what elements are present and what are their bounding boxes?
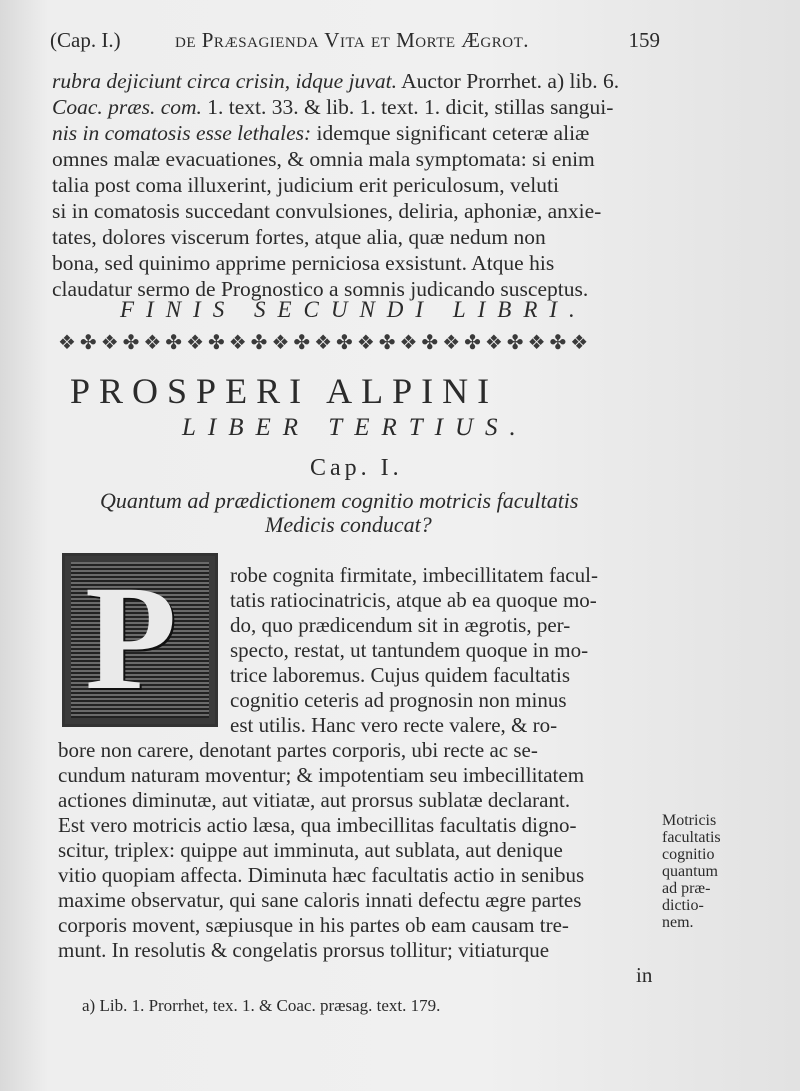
margin-note-line: facultatis — [662, 829, 721, 846]
ornament-band: ❖✤❖✤❖✤❖✤❖✤❖✤❖✤❖✤❖✤❖✤❖✤❖✤❖ — [58, 332, 593, 354]
chapter-title-line1: Quantum ad prædictionem cognitio motricis facultatis — [100, 488, 579, 513]
chapter-heading: Cap. I. — [310, 455, 403, 481]
text-line: omnes malæ evacuationes, & omnia mala symptomata: si enim — [52, 147, 595, 171]
text-line: vitio quopiam affecta. Diminuta hæc facultatis actio in senibus — [58, 863, 585, 887]
header-chapter: (Cap. I.) — [50, 28, 121, 52]
margin-note-line: cognitio — [662, 846, 715, 863]
text-line: do, quo prædicendum sit in ægrotis, per- — [230, 613, 571, 637]
text-line: talia post coma illuxerint, judicium erit periculosum, veluti — [52, 173, 559, 197]
text-line: si in comatosis succedant convulsiones, deliria, aphoniæ, anxie- — [52, 199, 602, 223]
margin-note — [662, 812, 721, 931]
text-line: trice laboremus. Cujus quidem facultatis — [230, 663, 570, 687]
text-line: rubra dejiciunt circa crisin, idque juvat. Auctor Prorrhet. a) lib. 6. — [52, 69, 620, 93]
finis-line: FINIS SECUNDI LIBRI. — [120, 297, 587, 322]
book-author-title: PROSPERI ALPINI — [70, 371, 499, 411]
margin-note-line: quantum — [662, 863, 718, 880]
margin-note-line: ad præ- — [662, 880, 711, 897]
initial-letter: P — [85, 555, 177, 721]
catchword: in — [636, 963, 653, 987]
margin-note-line: nem. — [662, 914, 694, 931]
text-line: scitur, triplex: quippe aut imminuta, aut sublata, aut denique — [58, 838, 563, 862]
top-paragraph — [52, 68, 652, 308]
text-line: maxime observatur, qui sane caloris innati defectu ægre partes — [58, 888, 582, 912]
main-paragraph — [58, 738, 658, 988]
margin-note-line: dictio- — [662, 897, 704, 914]
text-line: nis in comatosis esse lethales: idemque significant ceteræ aliæ — [52, 121, 590, 145]
chapter-title-line2: Medicis conducat? — [265, 512, 432, 537]
text-line: munt. In resolutis & congelatis prorsus tollitur; vitiaturque — [58, 938, 550, 962]
text-line: tates, dolores viscerum fortes, atque alia, quæ nedum non — [52, 225, 546, 249]
footnote: a) Lib. 1. Prorrhet, tex. 1. & Coac. præsag. text. 179. — [82, 996, 441, 1015]
header-title: de Præsagienda Vita et Morte Ægrot. — [175, 28, 530, 52]
decorated-initial — [62, 553, 218, 727]
indented-paragraph — [230, 563, 660, 743]
text-line: cognitio ceteris ad prognosin non minus — [230, 688, 567, 712]
text-line: est utilis. Hanc vero recte valere, & ro- — [230, 713, 558, 737]
page-number: 159 — [628, 28, 660, 52]
text-line: Coac. præs. com. 1. text. 33. & lib. 1. text. 1. dicit, stillas sangui- — [52, 95, 614, 119]
text-line: claudatur sermo de Prognostico a somnis judicando susceptus. — [52, 277, 589, 301]
text-line: corporis movent, sæpiusque in his partes ob eam causam tre- — [58, 913, 569, 937]
text-line: bore non carere, denotant partes corporis, ubi recte ac se- — [58, 738, 538, 762]
text-line: robe cognita firmitate, imbecillitatem facul- — [230, 563, 598, 587]
margin-note-line: Motricis — [662, 812, 717, 829]
text-line: cundum naturam moventur; & impotentiam seu imbecillitatem — [58, 763, 585, 787]
text-line: tatis ratiocinatricis, atque ab ea quoque mo- — [230, 588, 597, 612]
text-line: Est vero motricis actio læsa, qua imbecillitas facultatis digno- — [58, 813, 577, 837]
text-line: bona, sed quinimo apprime perniciosa exsistunt. Atque his — [52, 251, 555, 275]
text-line: specto, restat, ut tantundem quoque in mo- — [230, 638, 589, 662]
book-number-title: LIBER TERTIUS. — [182, 414, 528, 441]
text-line: actiones diminutæ, aut vitiatæ, aut prorsus sublatæ declarant. — [58, 788, 571, 812]
